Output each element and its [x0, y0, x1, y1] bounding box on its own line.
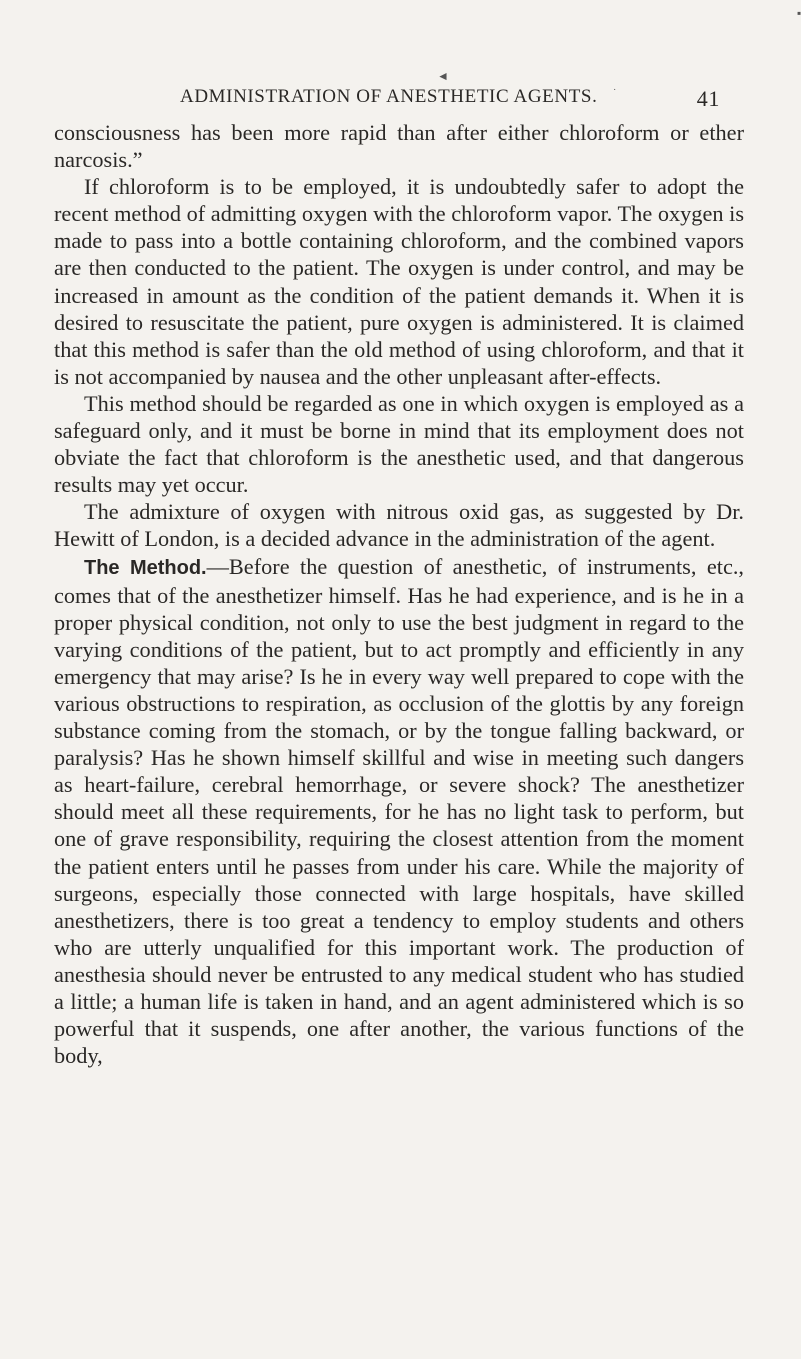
- paragraph-the-method: [54, 553, 744, 1070]
- paragraph-oxygen-method: If chloroform is to be employed, it is undoubtedly safer to adopt the recent method of admitting oxygen with the chloroform vapor. The oxygen is made to pass into a bottle containing chloroform, and the combined vapors are then conducted to the patient. The oxygen is under control, and may be increased in amount as the condition of the patient demands it. When it is desired to resuscitate the patient, pure oxygen is administered. It is claimed that this method is safer than the old method of using chloroform, and that it is not accompanied by nausea and the other unpleasant after-effects.: [54, 174, 744, 389]
- header-tick-icon: ˙: [613, 88, 617, 99]
- paragraph-continued: consciousness has been more rapid than after either chloroform or ether narcosis.”: [54, 120, 744, 173]
- the-method-text: —Before the question of anesthetic, of instruments, etc., comes that of the anesthetizer himself. Has he had experience, and is he in a proper physical condition, not only to use the best judgment in regard to the varying conditions of the patient, but to act promptly and efficiently in any emergency that may arise? Is he in every way well prepared to cope with the various obstructions to respiration, as occlusion of the glottis by any foreign substance coming from the stomach, or by the tongue falling backward, or paralysis? Has he shown himself skillful and wise in meeting such dangers as heart-failure, cerebral hemorrhage, or severe shock? The anesthetizer should meet all these requirements, for he has no light task to perform, but one of grave responsibility, requiring the closest attention from the moment the patient enters until he passes from under his care. While the majority of surgeons, especially those connected with large hospitals, have skilled anesthetizers, there is too great a tendency to employ students and others who are utterly unqualified for this important work. The production of anesthesia should never be entrusted to any medical student who has studied a little; a human life is taken in hand, and an agent administered which is so powerful that it suspends, one after another, the various functions of the body,: [54, 553, 744, 1069]
- top-mark-icon: ◄: [437, 69, 449, 83]
- paragraph-safeguard: This method should be regarded as one in which oxygen is employed as a safeguard only, and it must be borne in mind that its employment does not obviate the fact that chloroform is the anesthetic used, and that dangerous results may yet occur.: [54, 390, 744, 498]
- section-heading-the-method: The Method.: [84, 556, 207, 579]
- page-number: 41: [696, 86, 720, 111]
- corner-mark-icon: ▪: [797, 6, 801, 20]
- running-header-title: ADMINISTRATION OF ANESTHETIC AGENTS.: [180, 86, 598, 107]
- body-text: [54, 119, 744, 1069]
- running-header: [180, 86, 720, 114]
- paragraph-nitrous-oxid: The admixture of oxygen with nitrous oxid gas, as suggested by Dr. Hewitt of London, is a decided advance in the administration of the agent.: [54, 499, 744, 552]
